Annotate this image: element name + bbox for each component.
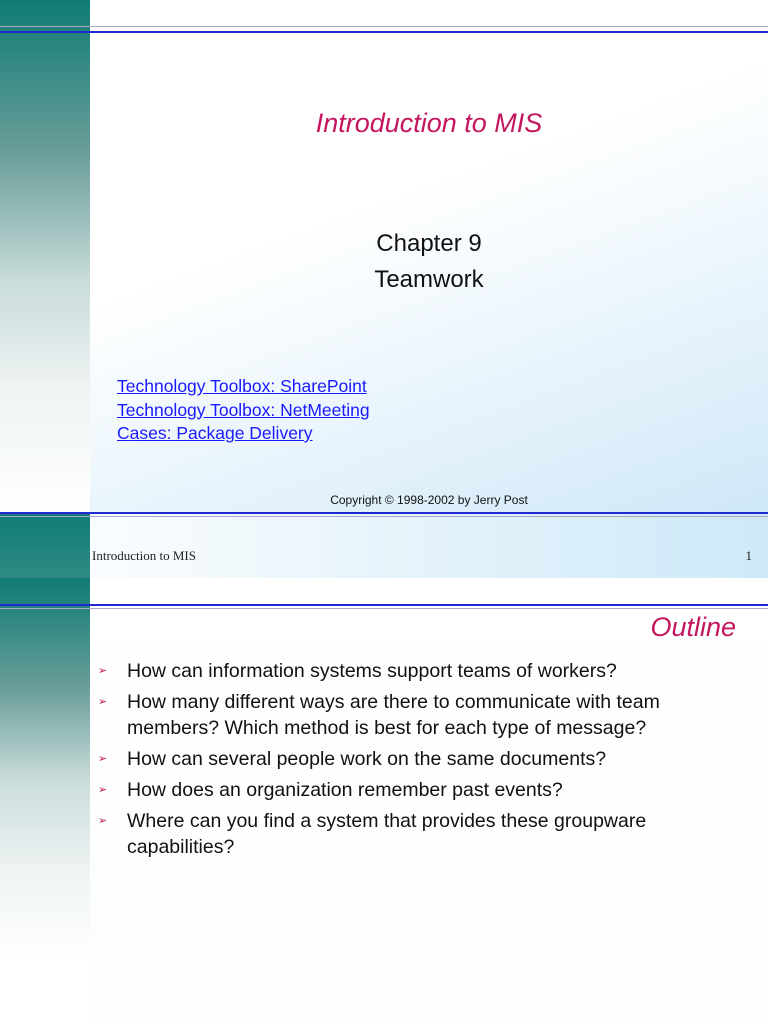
list-item (96, 689, 736, 741)
netmeeting-link[interactable]: Technology Toolbox: NetMeeting (117, 399, 370, 420)
chapter-subtitle: Teamwork (374, 266, 484, 293)
outline-bullet-list (96, 658, 736, 865)
bullet-text: Where can you find a system that provides these groupware capabilities? (127, 810, 647, 858)
chapter-heading: Chapter 9 (376, 230, 482, 257)
slide-2 (0, 578, 768, 1024)
slide-divider-gray (0, 516, 768, 517)
top-divider-gray (0, 26, 768, 27)
bullet-text: How can information systems support teams of workers? (127, 660, 617, 682)
bullet-text: How many different ways are there to communicate with team members? Which method is best for each type of message? (127, 691, 660, 739)
list-item (96, 777, 736, 803)
arrow-bullet-icon: ➢ (98, 696, 108, 708)
slide-side-bar (0, 578, 90, 1024)
list-item (96, 808, 736, 860)
arrow-bullet-icon: ➢ (98, 815, 108, 827)
top-divider-blue (0, 31, 768, 33)
arrow-bullet-icon: ➢ (98, 784, 108, 796)
footer-course-title: Introduction to MIS (92, 548, 196, 563)
arrow-bullet-icon: ➢ (98, 665, 108, 677)
copyright-text: Copyright © 1998-2002 by Jerry Post (330, 493, 528, 507)
arrow-bullet-icon: ➢ (98, 753, 108, 765)
package-delivery-link[interactable]: Cases: Package Delivery (117, 423, 313, 443)
slide-footer (0, 512, 768, 578)
bullet-text: How can several people work on the same documents? (127, 748, 607, 770)
list-item (96, 658, 736, 684)
footer-side-bar (0, 512, 90, 578)
slide-title: Introduction to MIS (315, 108, 543, 138)
slide-side-bar (0, 0, 90, 512)
top-divider-blue (0, 604, 768, 606)
outline-title: Outline (650, 612, 736, 642)
toolbox-links (117, 375, 370, 446)
slide-divider-blue (0, 512, 768, 514)
bullet-text: How does an organization remember past events? (127, 779, 563, 801)
page-number: 1 (745, 548, 752, 563)
top-divider-gray (0, 608, 768, 609)
sharepoint-link[interactable]: Technology Toolbox: SharePoint (117, 376, 367, 396)
list-item (96, 746, 736, 772)
